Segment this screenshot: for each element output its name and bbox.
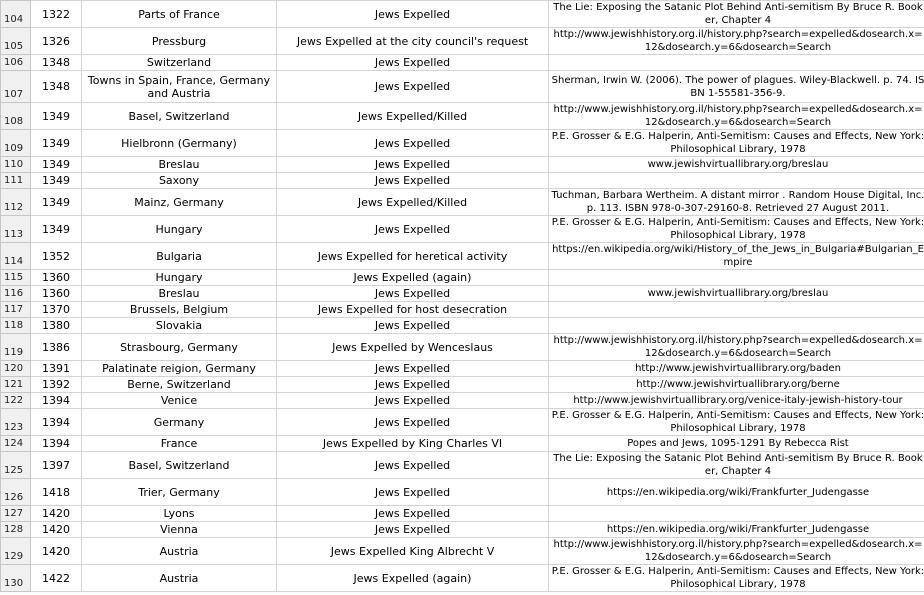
event-cell[interactable]: Jews Expelled for host desecration [277, 302, 549, 318]
source-cell[interactable]: https://en.wikipedia.org/wiki/History_of_the_Jews_in_Bulgaria#Bulgarian_Empire [549, 243, 924, 270]
table-row [1, 377, 924, 393]
row-header[interactable]: 118 [1, 318, 31, 334]
table-row [1, 157, 924, 173]
place-cell[interactable]: Parts of France [82, 1, 277, 28]
source-cell[interactable]: P.E. Grosser & E.G. Halperin, Anti-Semitism: Causes and Effects, New York: Philosophical Library, 1978 [549, 216, 924, 243]
year-cell[interactable]: 1394 [31, 393, 82, 409]
row-header[interactable]: 120 [1, 361, 31, 377]
table-row [1, 302, 924, 318]
table-row [1, 28, 924, 55]
table-row [1, 173, 924, 189]
source-cell[interactable]: The Lie: Exposing the Satanic Plot Behind Anti-semitism By Bruce R. Booker, Chapter 4 [549, 452, 924, 479]
row-header[interactable]: 104 [1, 1, 31, 28]
source-cell[interactable]: http://www.jewishvirtuallibrary.org/baden [549, 361, 924, 377]
year-cell[interactable]: 1394 [31, 436, 82, 452]
place-cell[interactable]: Basel, Switzerland [82, 452, 277, 479]
table-row [1, 452, 924, 479]
source-cell[interactable]: Sherman, Irwin W. (2006). The power of plagues. Wiley-Blackwell. p. 74. ISBN 1-55581-356-9. [549, 71, 924, 103]
place-cell[interactable]: Breslau [82, 157, 277, 173]
place-cell[interactable]: Lyons [82, 506, 277, 522]
event-cell[interactable]: Jews Expelled/Killed [277, 103, 549, 130]
event-cell[interactable]: Jews Expelled [277, 393, 549, 409]
source-cell[interactable]: The Lie: Exposing the Satanic Plot Behind Anti-semitism By Bruce R. Booker, Chapter 4 [549, 1, 924, 28]
row-header[interactable]: 122 [1, 393, 31, 409]
year-cell[interactable]: 1418 [31, 479, 82, 506]
event-cell[interactable]: Jews Expelled for heretical activity [277, 243, 549, 270]
source-cell[interactable]: Tuchman, Barbara Wertheim. A distant mirror . Random House Digital, Inc. p. 113. ISBN 978-0-307-29160-8. Retrieved 27 August 2011. [549, 189, 924, 216]
place-cell[interactable]: Bulgaria [82, 243, 277, 270]
year-cell[interactable]: 1391 [31, 361, 82, 377]
row-header[interactable]: 125 [1, 452, 31, 479]
row-header[interactable]: 107 [1, 71, 31, 103]
place-cell[interactable]: Mainz, Germany [82, 189, 277, 216]
source-cell[interactable] [549, 506, 924, 522]
year-cell[interactable]: 1397 [31, 452, 82, 479]
source-cell[interactable]: P.E. Grosser & E.G. Halperin, Anti-Semitism: Causes and Effects, New York: Philosophical Library, 1978 [549, 409, 924, 436]
row-header[interactable]: 114 [1, 243, 31, 270]
event-cell[interactable]: Jews Expelled [277, 130, 549, 157]
place-cell[interactable]: Venice [82, 393, 277, 409]
source-cell[interactable]: http://www.jewishhistory.org.il/history.php?search=expelled&dosearch.x=12&dosearch.y=6&dosearch=Search [549, 334, 924, 361]
source-cell[interactable] [549, 270, 924, 286]
row-header[interactable]: 105 [1, 28, 31, 55]
table-row [1, 409, 924, 436]
year-cell[interactable]: 1322 [31, 1, 82, 28]
year-cell[interactable]: 1349 [31, 157, 82, 173]
year-cell[interactable]: 1380 [31, 318, 82, 334]
place-cell[interactable]: Towns in Spain, France, Germany and Austria [82, 71, 277, 103]
event-cell[interactable]: Jews Expelled [277, 409, 549, 436]
table-row [1, 1, 924, 28]
table-row [1, 216, 924, 243]
row-header[interactable]: 111 [1, 173, 31, 189]
source-cell[interactable] [549, 173, 924, 189]
place-cell[interactable]: Switzerland [82, 55, 277, 71]
row-header[interactable]: 129 [1, 538, 31, 565]
table-row [1, 538, 924, 565]
place-cell[interactable]: Hungary [82, 270, 277, 286]
event-cell[interactable]: Jews Expelled (again) [277, 270, 549, 286]
place-cell[interactable]: Vienna [82, 522, 277, 538]
year-cell[interactable]: 1348 [31, 71, 82, 103]
event-cell[interactable]: Jews Expelled [277, 157, 549, 173]
event-cell[interactable]: Jews Expelled (again) [277, 565, 549, 592]
source-cell[interactable]: http://www.jewishhistory.org.il/history.php?search=expelled&dosearch.x=12&dosearch.y=6&dosearch=Search [549, 28, 924, 55]
event-cell[interactable]: Jews Expelled at the city council's request [277, 28, 549, 55]
row-header[interactable]: 110 [1, 157, 31, 173]
source-cell[interactable]: http://www.jewishhistory.org.il/history.php?search=expelled&dosearch.x=12&dosearch.y=6&dosearch=Search [549, 538, 924, 565]
year-cell[interactable]: 1326 [31, 28, 82, 55]
place-cell[interactable]: Austria [82, 538, 277, 565]
year-cell[interactable]: 1360 [31, 270, 82, 286]
place-cell[interactable]: Breslau [82, 286, 277, 302]
event-cell[interactable]: Jews Expelled [277, 71, 549, 103]
source-cell[interactable]: P.E. Grosser & E.G. Halperin, Anti-Semitism: Causes and Effects, New York: Philosophical Library, 1978 [549, 130, 924, 157]
source-cell[interactable]: www.jewishvirtuallibrary.org/breslau [549, 286, 924, 302]
row-header[interactable]: 112 [1, 189, 31, 216]
event-cell[interactable]: Jews Expelled [277, 506, 549, 522]
row-header[interactable]: 126 [1, 479, 31, 506]
table-row [1, 189, 924, 216]
place-cell[interactable]: Germany [82, 409, 277, 436]
table-row [1, 130, 924, 157]
year-cell[interactable]: 1370 [31, 302, 82, 318]
place-cell[interactable]: Austria [82, 565, 277, 592]
row-header[interactable]: 119 [1, 334, 31, 361]
event-cell[interactable]: Jews Expelled [277, 479, 549, 506]
table-row [1, 71, 924, 103]
event-cell[interactable]: Jews Expelled by Wenceslaus [277, 334, 549, 361]
row-header[interactable]: 113 [1, 216, 31, 243]
table-row [1, 436, 924, 452]
place-cell[interactable]: Trier, Germany [82, 479, 277, 506]
source-cell[interactable]: https://en.wikipedia.org/wiki/Frankfurter_Judengasse [549, 522, 924, 538]
row-header[interactable]: 123 [1, 409, 31, 436]
table-row [1, 334, 924, 361]
row-header[interactable]: 128 [1, 522, 31, 538]
source-cell[interactable]: https://en.wikipedia.org/wiki/Frankfurter_Judengasse [549, 479, 924, 506]
year-cell[interactable]: 1420 [31, 538, 82, 565]
place-cell[interactable]: Basel, Switzerland [82, 103, 277, 130]
row-header[interactable]: 106 [1, 55, 31, 71]
event-cell[interactable]: Jews Expelled [277, 216, 549, 243]
table-row [1, 243, 924, 270]
table-row [1, 506, 924, 522]
place-cell[interactable]: France [82, 436, 277, 452]
place-cell[interactable]: Brussels, Belgium [82, 302, 277, 318]
row-header[interactable]: 117 [1, 302, 31, 318]
place-cell[interactable]: Berne, Switzerland [82, 377, 277, 393]
source-cell[interactable]: www.jewishvirtuallibrary.org/breslau [549, 157, 924, 173]
table-row [1, 103, 924, 130]
table-row [1, 361, 924, 377]
place-cell[interactable]: Hielbronn (Germany) [82, 130, 277, 157]
year-cell[interactable]: 1420 [31, 506, 82, 522]
year-cell[interactable]: 1349 [31, 173, 82, 189]
row-header[interactable]: 124 [1, 436, 31, 452]
event-cell[interactable]: Jews Expelled King Albrecht V [277, 538, 549, 565]
event-cell[interactable]: Jews Expelled [277, 452, 549, 479]
year-cell[interactable]: 1360 [31, 286, 82, 302]
row-header[interactable]: 115 [1, 270, 31, 286]
table-row [1, 55, 924, 71]
year-cell[interactable]: 1352 [31, 243, 82, 270]
table-row [1, 522, 924, 538]
table-row [1, 318, 924, 334]
year-cell[interactable]: 1348 [31, 55, 82, 71]
row-header[interactable]: 127 [1, 506, 31, 522]
year-cell[interactable]: 1386 [31, 334, 82, 361]
source-cell[interactable]: http://www.jewishvirtuallibrary.org/venice-italy-jewish-history-tour [549, 393, 924, 409]
year-cell[interactable]: 1392 [31, 377, 82, 393]
place-cell[interactable]: Pressburg [82, 28, 277, 55]
year-cell[interactable]: 1422 [31, 565, 82, 592]
table-row [1, 393, 924, 409]
event-cell[interactable]: Jews Expelled [277, 173, 549, 189]
event-cell[interactable]: Jews Expelled [277, 318, 549, 334]
year-cell[interactable]: 1349 [31, 130, 82, 157]
table-row [1, 479, 924, 506]
place-cell[interactable]: Saxony [82, 173, 277, 189]
year-cell[interactable]: 1349 [31, 216, 82, 243]
event-cell[interactable]: Jews Expelled by King Charles VI [277, 436, 549, 452]
source-cell[interactable]: Popes and Jews, 1095-1291 By Rebecca Rist [549, 436, 924, 452]
event-cell[interactable]: Jews Expelled [277, 522, 549, 538]
place-cell[interactable]: Strasbourg, Germany [82, 334, 277, 361]
event-cell[interactable]: Jews Expelled/Killed [277, 189, 549, 216]
place-cell[interactable]: Hungary [82, 216, 277, 243]
event-cell[interactable]: Jews Expelled [277, 377, 549, 393]
row-header[interactable]: 108 [1, 103, 31, 130]
event-cell[interactable]: Jews Expelled [277, 55, 549, 71]
table-row [1, 565, 924, 592]
year-cell[interactable]: 1349 [31, 189, 82, 216]
row-header[interactable]: 109 [1, 130, 31, 157]
year-cell[interactable]: 1394 [31, 409, 82, 436]
event-cell[interactable]: Jews Expelled [277, 361, 549, 377]
row-header[interactable]: 121 [1, 377, 31, 393]
event-cell[interactable]: Jews Expelled [277, 1, 549, 28]
place-cell[interactable]: Slovakia [82, 318, 277, 334]
source-cell[interactable]: http://www.jewishvirtuallibrary.org/berne [549, 377, 924, 393]
year-cell[interactable]: 1420 [31, 522, 82, 538]
source-cell[interactable]: http://www.jewishhistory.org.il/history.php?search=expelled&dosearch.x=12&dosearch.y=6&dosearch=Search [549, 103, 924, 130]
source-cell[interactable] [549, 55, 924, 71]
source-cell[interactable]: P.E. Grosser & E.G. Halperin, Anti-Semitism: Causes and Effects, New York: Philosophical Library, 1978 [549, 565, 924, 592]
event-cell[interactable]: Jews Expelled [277, 286, 549, 302]
source-cell[interactable] [549, 318, 924, 334]
table-row [1, 270, 924, 286]
year-cell[interactable]: 1349 [31, 103, 82, 130]
source-cell[interactable] [549, 302, 924, 318]
row-header[interactable]: 116 [1, 286, 31, 302]
table-row [1, 286, 924, 302]
row-header[interactable]: 130 [1, 565, 31, 592]
place-cell[interactable]: Palatinate reigion, Germany [82, 361, 277, 377]
